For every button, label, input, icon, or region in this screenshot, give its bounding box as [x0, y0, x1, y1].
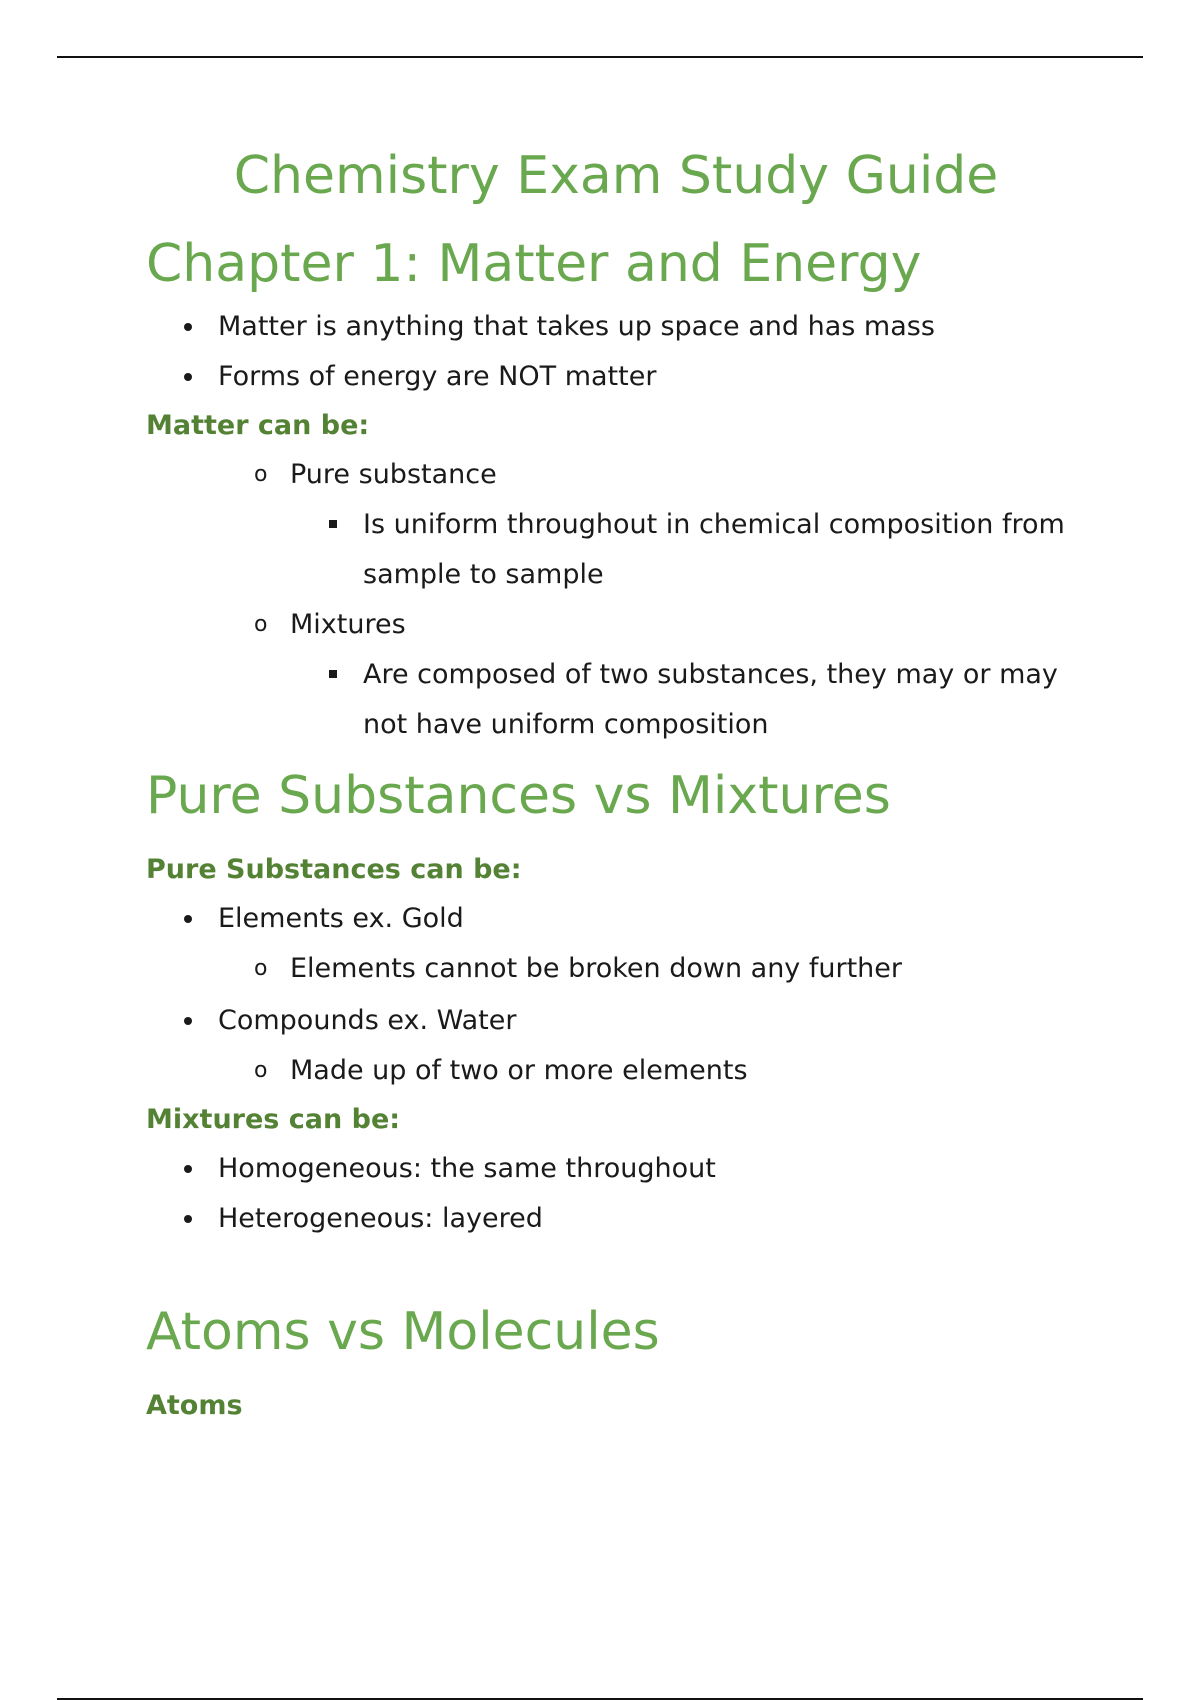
hollow-bullet-marker: o [254, 1058, 268, 1083]
hollow-bullet-marker: o [254, 612, 268, 637]
list-item-text: Pure substance [290, 459, 497, 490]
pure-substances-list [146, 894, 1086, 1096]
matter-types-list [146, 450, 1086, 750]
hollow-bullet-marker: o [254, 956, 268, 981]
atoms-vs-molecules-heading: Atoms vs Molecules [146, 1302, 660, 1362]
mixtures-subheading: Mixtures can be: [146, 1104, 401, 1135]
list-item: Are composed of two substances, they may or may not have uniform composition [146, 650, 1086, 750]
matter-can-be-subheading: Matter can be: [146, 410, 370, 441]
hollow-bullet-marker: o [254, 462, 268, 487]
list-item-text: Mixtures [290, 609, 406, 640]
list-item [146, 944, 1086, 994]
list-item [146, 600, 1086, 650]
list-item: Is uniform throughout in chemical composition from sample to sample [146, 500, 1086, 600]
list-item: Elements ex. Gold [146, 894, 1086, 944]
chapter1-list [146, 302, 1086, 402]
list-item: Matter is anything that takes up space and has mass [146, 302, 1086, 352]
list-item: Homogeneous: the same throughout [146, 1144, 1086, 1194]
list-item-text: Elements cannot be broken down any further [290, 953, 902, 984]
list-item [146, 1046, 1086, 1096]
list-item [146, 450, 1086, 500]
pure-substances-subheading: Pure Substances can be: [146, 854, 522, 885]
document-body [146, 138, 1086, 1430]
list-item: Heterogeneous: layered [146, 1194, 1086, 1244]
atoms-subheading: Atoms [146, 1390, 243, 1421]
mixtures-list [146, 1144, 1086, 1244]
chapter1-heading: Chapter 1: Matter and Energy [146, 234, 922, 294]
list-item-text: Made up of two or more elements [290, 1055, 748, 1086]
top-rule [57, 56, 1143, 58]
list-item: Compounds ex. Water [146, 996, 1086, 1046]
pure-vs-mixtures-heading: Pure Substances vs Mixtures [146, 766, 891, 826]
document-title: Chemistry Exam Study Guide [233, 146, 999, 206]
list-item: Forms of energy are NOT matter [146, 352, 1086, 402]
